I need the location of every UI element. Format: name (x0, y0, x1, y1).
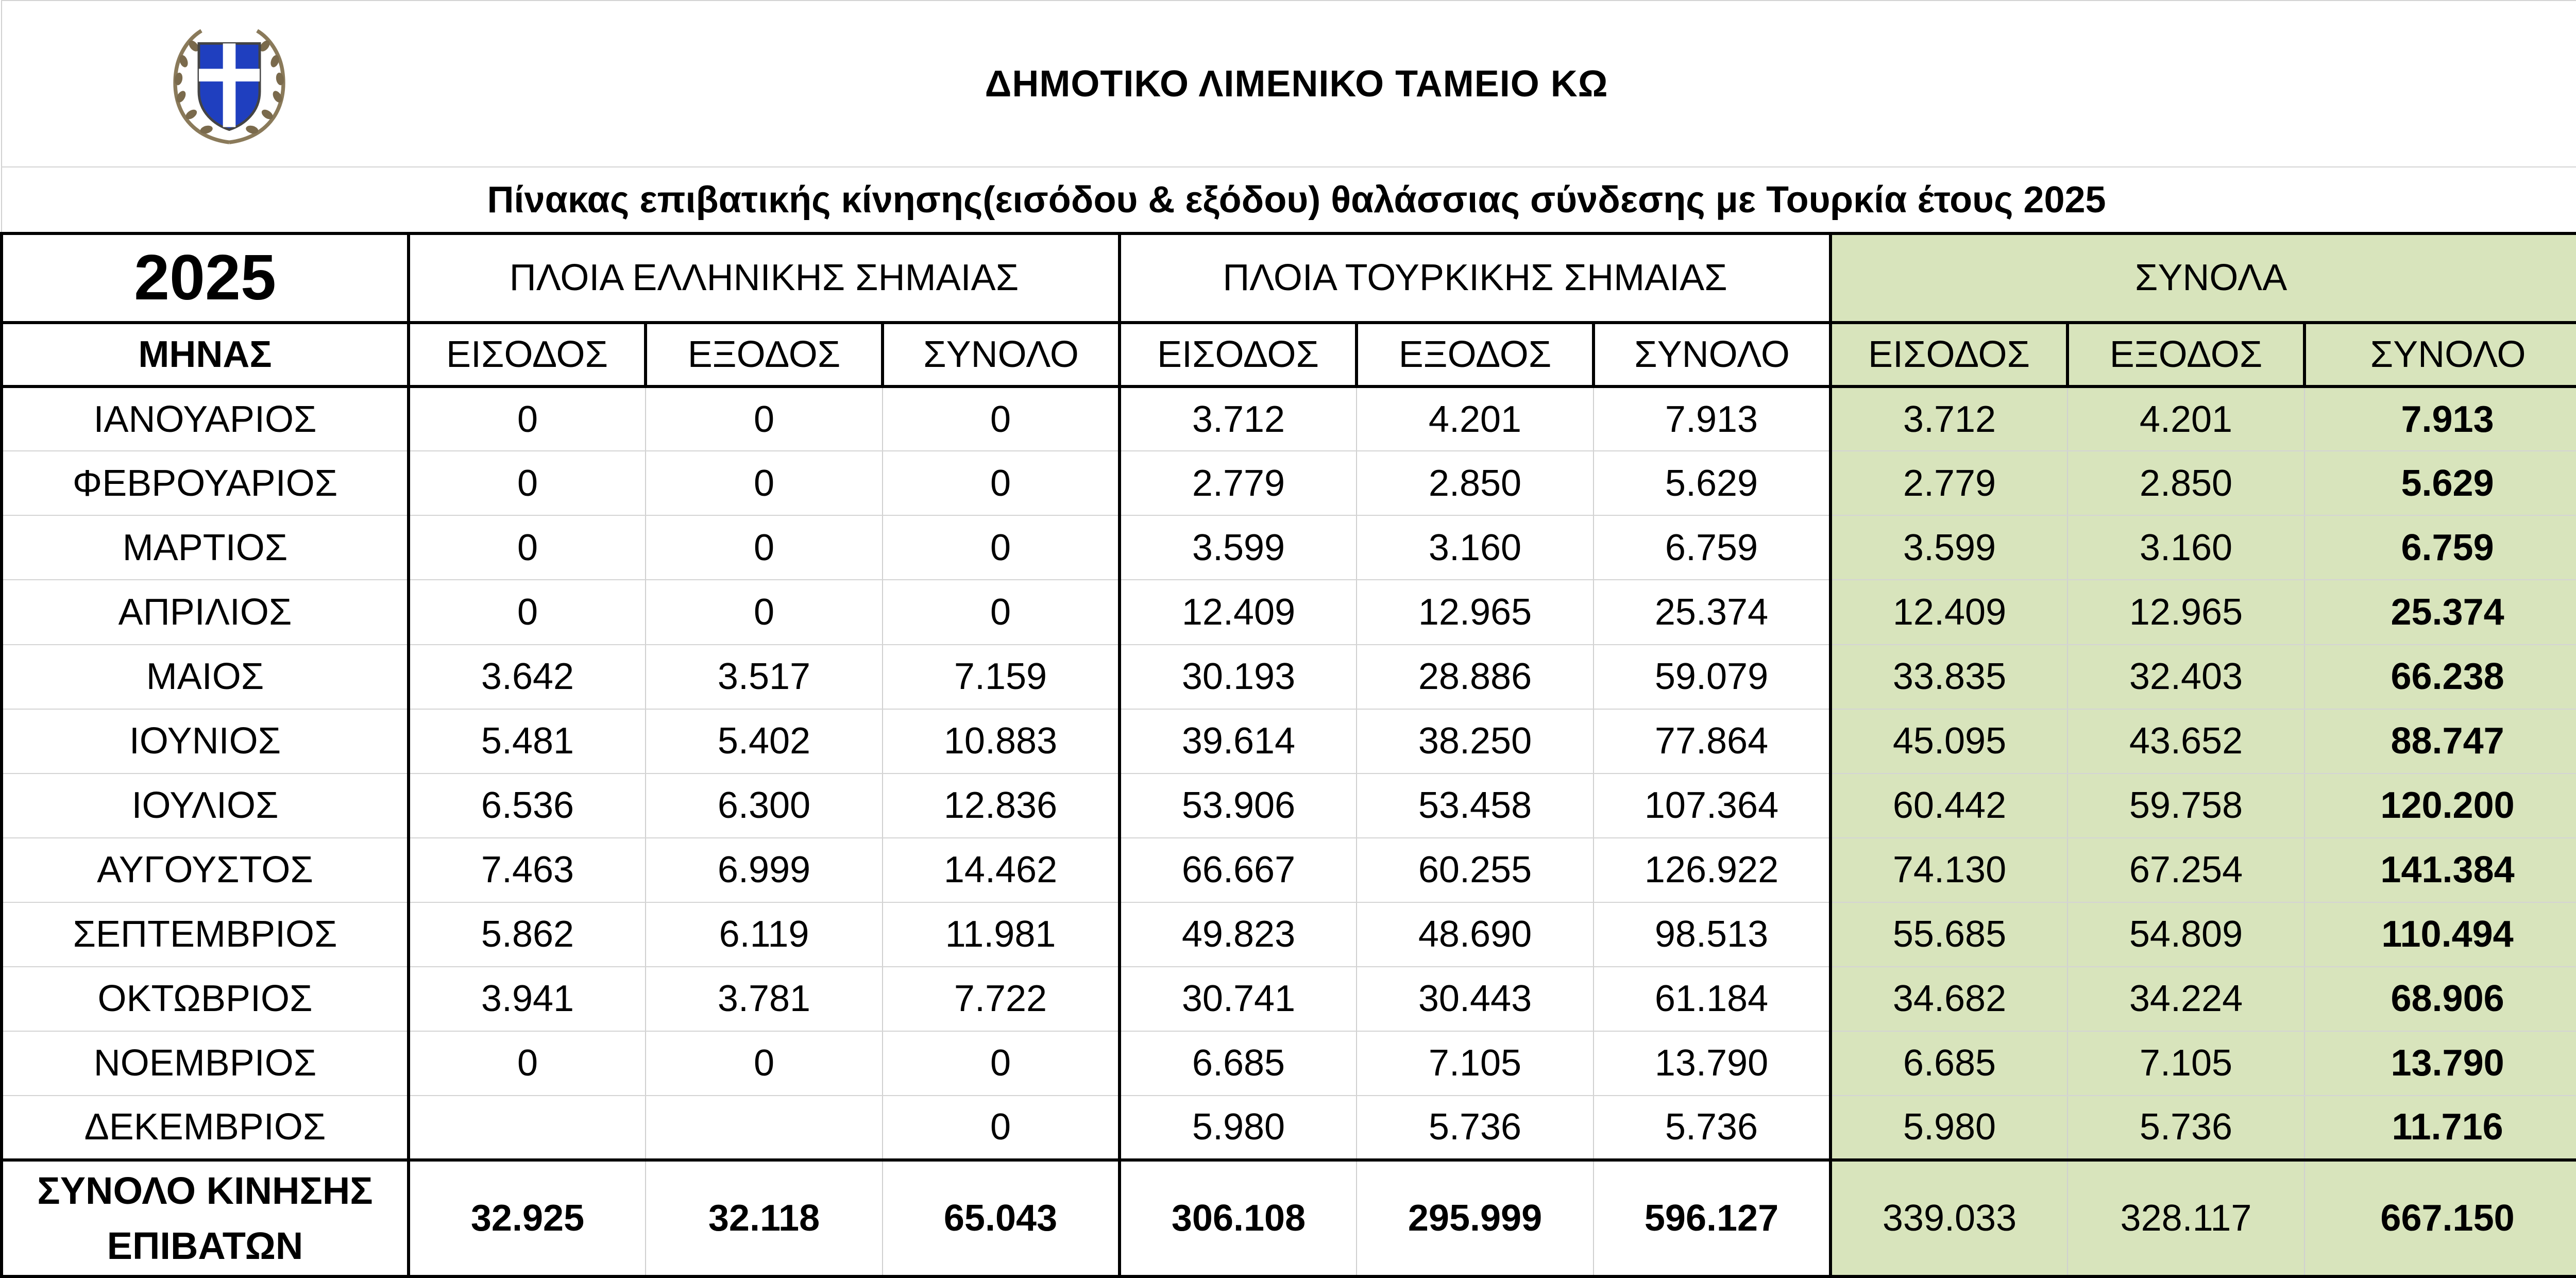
row-sum-total: 5.629 (2304, 451, 2576, 515)
row-sum-in: 60.442 (1831, 773, 2067, 838)
row-sum-total: 88.747 (2304, 709, 2576, 773)
greek-coat-of-arms-icon (166, 21, 293, 147)
row-greek-total: 11.981 (883, 902, 1120, 967)
col-turkish-out: ΕΞΟΔΟΣ (1357, 323, 1594, 387)
table-row (2, 1096, 2576, 1160)
row-sum-out: 7.105 (2067, 1031, 2304, 1096)
total-sum-out: 328.117 (2067, 1160, 2304, 1276)
row-month: ΟΚΤΩΒΡΙΟΣ (2, 967, 409, 1031)
row-sum-out: 2.850 (2067, 451, 2304, 515)
row-sum-out: 43.652 (2067, 709, 2304, 773)
row-greek-out: 0 (646, 386, 883, 451)
row-greek-total: 14.462 (883, 838, 1120, 902)
row-sum-in: 5.980 (1831, 1096, 2067, 1160)
row-greek-in: 3.642 (409, 645, 646, 709)
row-turkish-in: 53.906 (1120, 773, 1357, 838)
row-sum-in: 6.685 (1831, 1031, 2067, 1096)
table-row (2, 645, 2576, 709)
row-sum-in: 33.835 (1831, 645, 2067, 709)
row-greek-out: 0 (646, 1031, 883, 1096)
row-sum-out: 5.736 (2067, 1096, 2304, 1160)
row-sum-total: 66.238 (2304, 645, 2576, 709)
col-month: ΜΗΝΑΣ (2, 323, 409, 387)
row-turkish-total: 98.513 (1594, 902, 1831, 967)
row-sum-out: 12.965 (2067, 580, 2304, 644)
total-greek-out: 32.118 (646, 1160, 883, 1276)
page-title: ΔΗΜΟΤΙΚΟ ΛΙΜΕΝΙΚΟ ΤΑΜΕΙΟ ΚΩ (985, 63, 1608, 105)
row-turkish-out: 60.255 (1357, 838, 1594, 902)
row-sum-total: 6.759 (2304, 515, 2576, 580)
row-sum-out: 67.254 (2067, 838, 2304, 902)
row-greek-out: 5.402 (646, 709, 883, 773)
row-sum-total: 68.906 (2304, 967, 2576, 1031)
row-greek-out: 3.781 (646, 967, 883, 1031)
row-turkish-out: 28.886 (1357, 645, 1594, 709)
row-greek-in: 0 (409, 515, 646, 580)
table-row (2, 709, 2576, 773)
header-cell (2, 1, 2576, 167)
group-totals: ΣΥΝΟΛΑ (1831, 233, 2576, 323)
row-greek-out: 6.300 (646, 773, 883, 838)
row-turkish-out: 30.443 (1357, 967, 1594, 1031)
row-turkish-in: 12.409 (1120, 580, 1357, 644)
col-turkish-in: ΕΙΣΟΔΟΣ (1120, 323, 1357, 387)
row-turkish-total: 61.184 (1594, 967, 1831, 1031)
total-turkish-in: 306.108 (1120, 1160, 1357, 1276)
row-sum-in: 55.685 (1831, 902, 2067, 967)
table-row (2, 773, 2576, 838)
row-greek-out: 0 (646, 515, 883, 580)
row-month: ΦΕΒΡΟΥΑΡΙΟΣ (2, 451, 409, 515)
group-greek-flag: ΠΛΟΙΑ ΕΛΛΗΝΙΚΗΣ ΣΗΜΑΙΑΣ (409, 233, 1120, 323)
row-sum-in: 34.682 (1831, 967, 2067, 1031)
page-subtitle: Πίνακας επιβατικής κίνησης(εισόδου & εξόδου) θαλάσσιας σύνδεσης με Τουρκία έτους 2025 (2, 167, 2576, 233)
row-greek-total: 0 (883, 515, 1120, 580)
table-row (2, 902, 2576, 967)
row-turkish-in: 49.823 (1120, 902, 1357, 967)
row-month: ΣΕΠΤΕΜΒΡΙΟΣ (2, 902, 409, 967)
row-greek-out: 3.517 (646, 645, 883, 709)
group-turkish-flag: ΠΛΟΙΑ ΤΟΥΡΚΙΚΗΣ ΣΗΜΑΙΑΣ (1120, 233, 1831, 323)
col-greek-in: ΕΙΣΟΔΟΣ (409, 323, 646, 387)
row-sum-total: 11.716 (2304, 1096, 2576, 1160)
row-greek-total: 0 (883, 580, 1120, 644)
row-turkish-total: 107.364 (1594, 773, 1831, 838)
row-greek-total: 7.722 (883, 967, 1120, 1031)
row-sum-in: 2.779 (1831, 451, 2067, 515)
row-sum-out: 54.809 (2067, 902, 2304, 967)
row-sum-total: 25.374 (2304, 580, 2576, 644)
row-sum-in: 3.712 (1831, 386, 2067, 451)
row-turkish-in: 30.193 (1120, 645, 1357, 709)
row-turkish-total: 25.374 (1594, 580, 1831, 644)
row-turkish-in: 66.667 (1120, 838, 1357, 902)
table-row (2, 580, 2576, 644)
row-turkish-total: 77.864 (1594, 709, 1831, 773)
row-sum-in: 45.095 (1831, 709, 2067, 773)
row-greek-total: 10.883 (883, 709, 1120, 773)
row-sum-in: 74.130 (1831, 838, 2067, 902)
row-turkish-in: 2.779 (1120, 451, 1357, 515)
row-turkish-total: 6.759 (1594, 515, 1831, 580)
row-turkish-out: 48.690 (1357, 902, 1594, 967)
row-greek-in: 5.481 (409, 709, 646, 773)
col-sum-out: ΕΞΟΔΟΣ (2067, 323, 2304, 387)
row-greek-total: 0 (883, 451, 1120, 515)
row-turkish-in: 5.980 (1120, 1096, 1357, 1160)
col-sum-total: ΣΥΝΟΛΟ (2304, 323, 2576, 387)
row-month: ΜΑΡΤΙΟΣ (2, 515, 409, 580)
table-row (2, 1031, 2576, 1096)
col-greek-total: ΣΥΝΟΛΟ (883, 323, 1120, 387)
row-month: ΙΟΥΛΙΟΣ (2, 773, 409, 838)
row-turkish-out: 12.965 (1357, 580, 1594, 644)
table-row (2, 386, 2576, 451)
total-greek-total: 65.043 (883, 1160, 1120, 1276)
table-row (2, 967, 2576, 1031)
row-sum-out: 34.224 (2067, 967, 2304, 1031)
row-sum-out: 3.160 (2067, 515, 2304, 580)
row-turkish-in: 39.614 (1120, 709, 1357, 773)
col-sum-in: ΕΙΣΟΔΟΣ (1831, 323, 2067, 387)
row-month: ΙΑΝΟΥΑΡΙΟΣ (2, 386, 409, 451)
row-greek-out (646, 1096, 883, 1160)
col-turkish-total: ΣΥΝΟΛΟ (1594, 323, 1831, 387)
row-sum-total: 120.200 (2304, 773, 2576, 838)
row-greek-total: 7.159 (883, 645, 1120, 709)
row-turkish-out: 53.458 (1357, 773, 1594, 838)
total-turkish-out: 295.999 (1357, 1160, 1594, 1276)
row-month: ΔΕΚΕΜΒΡΙΟΣ (2, 1096, 409, 1160)
row-greek-total: 12.836 (883, 773, 1120, 838)
row-month: ΑΠΡΙΛΙΟΣ (2, 580, 409, 644)
table-row (2, 838, 2576, 902)
row-turkish-total: 5.629 (1594, 451, 1831, 515)
row-turkish-total: 7.913 (1594, 386, 1831, 451)
total-label (2, 1160, 409, 1276)
row-month: ΜΑΙΟΣ (2, 645, 409, 709)
row-greek-in: 6.536 (409, 773, 646, 838)
row-turkish-total: 5.736 (1594, 1096, 1831, 1160)
table-row (2, 515, 2576, 580)
total-sum-total: 667.150 (2304, 1160, 2576, 1276)
table-row (2, 451, 2576, 515)
row-greek-in: 0 (409, 580, 646, 644)
row-turkish-in: 6.685 (1120, 1031, 1357, 1096)
row-greek-in: 7.463 (409, 838, 646, 902)
total-sum-in: 339.033 (1831, 1160, 2067, 1276)
total-label-line2: ΕΠΙΒΑΤΩΝ (107, 1224, 303, 1267)
row-turkish-total: 13.790 (1594, 1031, 1831, 1096)
row-turkish-total: 59.079 (1594, 645, 1831, 709)
row-month: ΙΟΥΝΙΟΣ (2, 709, 409, 773)
row-turkish-out: 3.160 (1357, 515, 1594, 580)
row-greek-total: 0 (883, 1096, 1120, 1160)
row-greek-in: 0 (409, 1031, 646, 1096)
row-greek-total: 0 (883, 1031, 1120, 1096)
row-greek-out: 0 (646, 451, 883, 515)
total-turkish-total: 596.127 (1594, 1160, 1831, 1276)
total-greek-in: 32.925 (409, 1160, 646, 1276)
row-month: ΑΥΓΟΥΣΤΟΣ (2, 838, 409, 902)
row-turkish-out: 2.850 (1357, 451, 1594, 515)
row-sum-out: 32.403 (2067, 645, 2304, 709)
row-greek-out: 6.119 (646, 902, 883, 967)
row-turkish-out: 4.201 (1357, 386, 1594, 451)
row-sum-in: 12.409 (1831, 580, 2067, 644)
row-greek-in (409, 1096, 646, 1160)
row-sum-total: 7.913 (2304, 386, 2576, 451)
row-greek-in: 3.941 (409, 967, 646, 1031)
row-turkish-out: 38.250 (1357, 709, 1594, 773)
row-turkish-total: 126.922 (1594, 838, 1831, 902)
row-greek-in: 5.862 (409, 902, 646, 967)
col-greek-out: ΕΞΟΔΟΣ (646, 323, 883, 387)
year-label: 2025 (2, 233, 409, 323)
row-turkish-in: 3.599 (1120, 515, 1357, 580)
row-sum-out: 4.201 (2067, 386, 2304, 451)
row-greek-total: 0 (883, 386, 1120, 451)
row-sum-total: 110.494 (2304, 902, 2576, 967)
total-label-line1: ΣΥΝΟΛΟ ΚΙΝΗΣΗΣ (37, 1169, 373, 1212)
row-sum-total: 141.384 (2304, 838, 2576, 902)
row-sum-total: 13.790 (2304, 1031, 2576, 1096)
row-greek-in: 0 (409, 451, 646, 515)
row-greek-out: 0 (646, 580, 883, 644)
row-month: ΝΟΕΜΒΡΙΟΣ (2, 1031, 409, 1096)
row-turkish-out: 7.105 (1357, 1031, 1594, 1096)
row-sum-out: 59.758 (2067, 773, 2304, 838)
row-greek-out: 6.999 (646, 838, 883, 902)
row-sum-in: 3.599 (1831, 515, 2067, 580)
data-rows (2, 386, 2576, 1160)
row-turkish-in: 3.712 (1120, 386, 1357, 451)
row-greek-in: 0 (409, 386, 646, 451)
row-turkish-in: 30.741 (1120, 967, 1357, 1031)
row-turkish-out: 5.736 (1357, 1096, 1594, 1160)
